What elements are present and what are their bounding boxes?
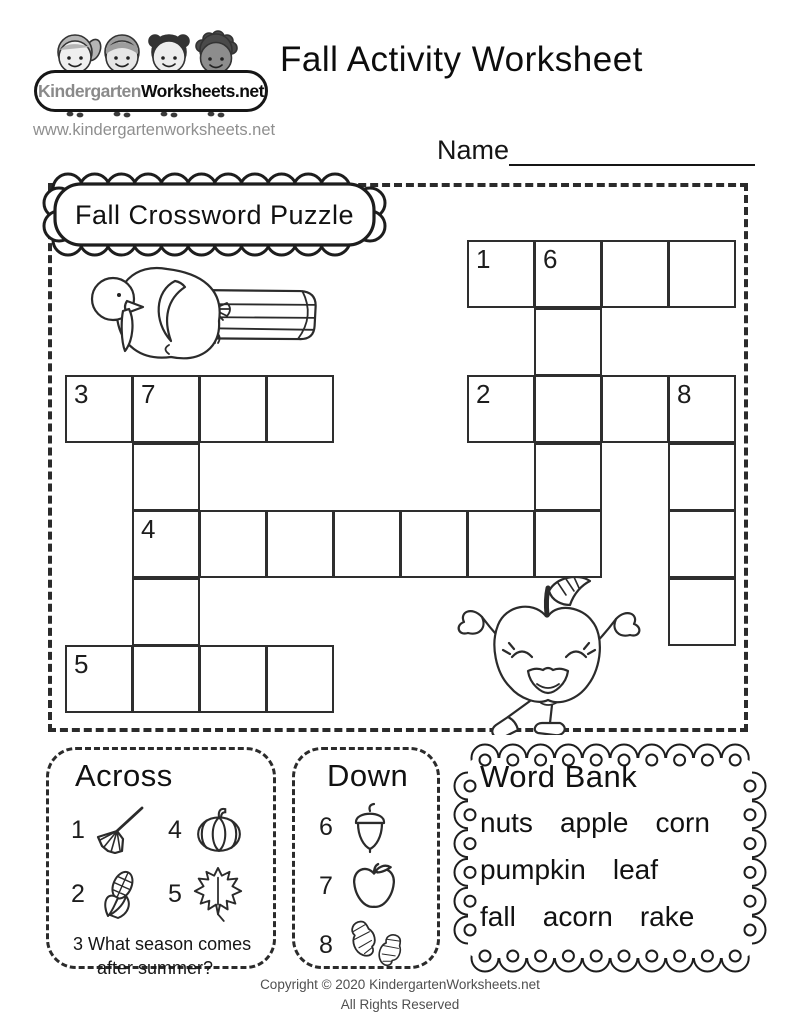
apple-icon [349, 862, 399, 912]
crossword-cell[interactable] [199, 645, 267, 713]
crossword-cell[interactable] [668, 240, 736, 308]
clue-item [168, 798, 265, 862]
clue-item [319, 918, 437, 973]
crossword-cell[interactable] [132, 510, 200, 578]
clue-item [319, 859, 437, 914]
word-bank-line [480, 854, 749, 886]
word-bank-word: rake [639, 901, 695, 932]
crossword-cell[interactable] [132, 375, 200, 443]
clue-number: 8 [319, 931, 333, 959]
crossword-cell[interactable] [199, 510, 267, 578]
crossword-cell[interactable] [400, 510, 468, 578]
clue-number: 2 [71, 879, 85, 908]
word-bank-word: fall [480, 901, 516, 932]
corn-icon [94, 868, 144, 920]
down-picture-clues [295, 794, 437, 973]
clue-item [168, 862, 265, 926]
copyright-text: Copyright © 2020 KindergartenWorksheets.net [260, 977, 540, 992]
crossword-cell[interactable] [668, 375, 736, 443]
clue-number: 1 [71, 815, 85, 844]
crossword-cell[interactable] [266, 645, 334, 713]
crossword-cell[interactable] [132, 578, 200, 646]
word-bank-word: nuts [480, 807, 533, 838]
crossword-cell[interactable] [668, 510, 736, 578]
site-url: www.kindergartenworksheets.net [33, 121, 276, 139]
clue-number: 6 [319, 813, 333, 841]
rights-text: All Rights Reserved [340, 997, 460, 1013]
down-clues-box [292, 747, 440, 969]
clue-number: 5 [168, 879, 182, 908]
clue-number: 4 [168, 815, 182, 844]
across-text-clue [73, 932, 263, 981]
page-title: Fall Activity Worksheet [280, 40, 643, 79]
across-picture-clues [49, 794, 273, 926]
crossword-cell[interactable] [534, 308, 602, 376]
crossword-cell[interactable] [333, 510, 401, 578]
pumpkin-icon [191, 806, 247, 854]
clue-text: What season comes after summer? [88, 934, 252, 979]
word-bank-content [480, 759, 749, 948]
word-bank-word: corn [655, 807, 710, 838]
clue-item [71, 798, 168, 862]
clue-item [319, 800, 437, 855]
leaf-icon [191, 866, 245, 922]
crossword-cell[interactable] [65, 645, 133, 713]
clue-item [71, 862, 168, 926]
clue-number: 7 [141, 379, 156, 409]
crossword-cell[interactable] [266, 375, 334, 443]
clue-number: 5 [74, 649, 89, 679]
clue-number: 6 [543, 244, 558, 274]
crossword-cell[interactable] [534, 375, 602, 443]
clue-number: 4 [141, 514, 156, 544]
word-bank-word: acorn [542, 901, 613, 932]
clue-number: 7 [319, 872, 333, 900]
clue-number: 2 [476, 379, 491, 409]
logo-banner [34, 70, 268, 112]
rake-icon [94, 806, 144, 854]
word-bank-word: leaf [612, 854, 658, 885]
word-bank-line [480, 901, 749, 933]
acorn-icon [349, 802, 391, 854]
logo-text-worksheets: Worksheets.net [140, 80, 264, 101]
across-title: Across [75, 758, 173, 793]
crossword-cell[interactable] [534, 240, 602, 308]
name-label: Name [437, 135, 510, 165]
name-input-line[interactable] [509, 134, 755, 166]
puzzle-title-badge [42, 172, 387, 257]
clue-number: 1 [476, 244, 491, 274]
crossword-cell[interactable] [65, 375, 133, 443]
crossword-cell[interactable] [534, 510, 602, 578]
crossword-cell[interactable] [266, 510, 334, 578]
down-title: Down [327, 758, 409, 793]
crossword-cell[interactable] [467, 510, 535, 578]
clue-number: 3 [73, 934, 84, 954]
word-bank-box [453, 743, 767, 973]
puzzle-title: Fall Crossword Puzzle [74, 199, 355, 230]
crossword-cell[interactable] [601, 240, 669, 308]
crossword-cell[interactable] [132, 443, 200, 511]
word-bank-line [480, 807, 749, 839]
across-clues-box [46, 747, 276, 979]
logo-text-kindergarten: Kindergarten [38, 80, 141, 101]
crossword-cell[interactable] [668, 578, 736, 646]
crossword-cell[interactable] [199, 375, 267, 443]
crossword-cell[interactable] [132, 645, 200, 713]
clue-number: 3 [74, 379, 89, 409]
footer [0, 975, 800, 1016]
peanuts-icon [349, 919, 407, 973]
name-row [437, 134, 755, 166]
word-bank-title: Word Bank [480, 759, 638, 794]
crossword-cell[interactable] [601, 375, 669, 443]
crossword-cell[interactable] [534, 443, 602, 511]
word-bank-word: pumpkin [480, 854, 586, 885]
crossword-cell[interactable] [467, 240, 535, 308]
word-bank-words [480, 807, 749, 933]
crossword-cell[interactable] [467, 375, 535, 443]
crossword-cell[interactable] [668, 443, 736, 511]
clue-number: 8 [677, 379, 692, 409]
crossword-grid [65, 240, 737, 714]
word-bank-word: apple [559, 807, 629, 838]
